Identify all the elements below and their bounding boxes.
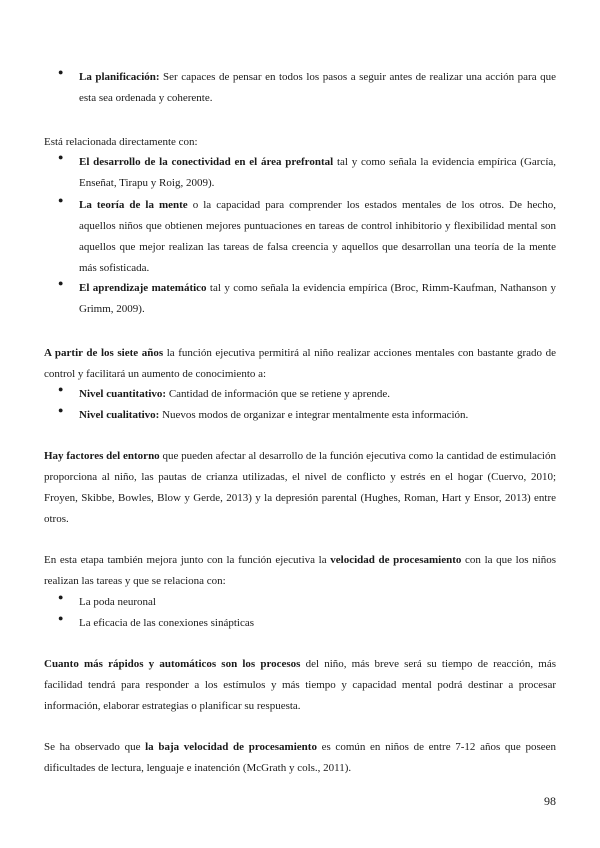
rapidos-bold: Cuanto más rápidos y automáticos son los procesos [44,658,301,670]
rapidos-text: del niño, más breve será su tiempo de reacción, más facilidad tendrá para responder a los estímulos y más tiempo y capacidad mental podrá destinar a procesar información, elaborar estrategias o planificar su respuesta. [44,658,556,712]
siete-anos-paragraph [44,343,556,385]
velocidad-post: con la que los niños realizan las tareas y que se relaciona con: [44,554,557,587]
relacionada-intro: Está relacionada directamente con: [44,136,198,148]
bullet-icon: ● [58,195,64,205]
related-item-text: tal y como señala la evidencia empírica (García, Enseñat, Tirapu y Roig, 2009). [79,156,557,189]
related-item [79,195,556,279]
bullet-icon: ● [58,152,64,162]
related-item [79,152,556,194]
bullet-icon: ● [58,67,64,77]
related-item-text: o la capacidad para comprender los estados mentales de los otros. De hecho, aquellos niños que obtienen mejores puntuaciones en tareas de control inhibitorio y flexibilidad mental son aquellos que mejor realizan las tareas de falsa creencia y aquellos que desarrollan una teoría de la mente más sofisticada. [79,199,556,274]
planificacion-title: La planificación: [79,71,160,83]
related-item-text: tal y como señala la evidencia empírica (Broc, Rimm-Kaufman, Nathanson y Grimm, 2009). [79,282,556,315]
nivel-item-text: Cantidad de información que se retiene y aprende. [166,388,390,400]
page-number: 98 [544,794,556,808]
factores-bold: Hay factores del entorno [44,450,160,462]
nivel-item [79,384,556,405]
siete-anos-bold: A partir de los siete años [44,347,164,359]
nivel-item [79,405,556,426]
observado-bold: la baja velocidad de procesamiento [145,741,317,753]
nivel-item-bold: Nivel cualitativo: [79,409,160,421]
bullet-icon: ● [58,592,64,602]
related-item-bold: El desarrollo de la conectividad en el área prefrontal [79,156,334,168]
observado-paragraph [44,737,556,779]
related-item-bold: El aprendizaje matemático [79,282,207,294]
siete-anos-text: la función ejecutiva permitirá al niño realizar acciones mentales con bastante grado de control y facilitará un aumento de conocimiento a: [44,347,556,380]
poda-item: La poda neuronal [79,596,156,608]
nivel-item-text: Nuevos modos de organizar e integrar mentalmente esta información. [159,409,469,421]
poda-item: La eficacia de las conexiones sinápticas [79,617,255,629]
nivel-item-bold: Nivel cuantitativo: [79,388,167,400]
bullet-icon: ● [58,405,64,415]
planificacion-text: Ser capaces de pensar en todos los pasos a seguir antes de realizar una acción para que esta sea ordenada y coherente. [79,71,556,104]
bullet-icon: ● [58,384,64,394]
bullet-icon: ● [58,278,64,288]
observado-post: es común en niños de entre 7-12 años que poseen dificultades de lectura, lenguaje e inatención (McGrath y cols., 2011). [44,741,556,774]
velocidad-paragraph [44,550,556,592]
velocidad-pre: En esta etapa también mejora junto con la función ejecutiva la [44,554,331,566]
factores-text: que pueden afectar al desarrollo de la función ejecutiva como la cantidad de estimulación proporciona al niño, las pautas de crianza utilizadas, el nivel de conflicto y estrés en el hogar (Cuervo, 2010; Froyen, Skibbe, Bowles, Blow y Gerde, 2013) y la depresión parental (Hughes, Roman, Hart y Ensor, 2013) entre otros. [44,450,556,525]
related-item [79,278,556,320]
observado-pre: Se ha observado que [44,741,146,753]
planificacion-item [79,67,556,109]
factores-paragraph [44,446,556,530]
velocidad-bold: velocidad de procesamiento [330,554,462,566]
rapidos-paragraph [44,654,556,717]
related-item-bold: La teoría de la mente [79,199,188,211]
bullet-icon: ● [58,613,64,623]
